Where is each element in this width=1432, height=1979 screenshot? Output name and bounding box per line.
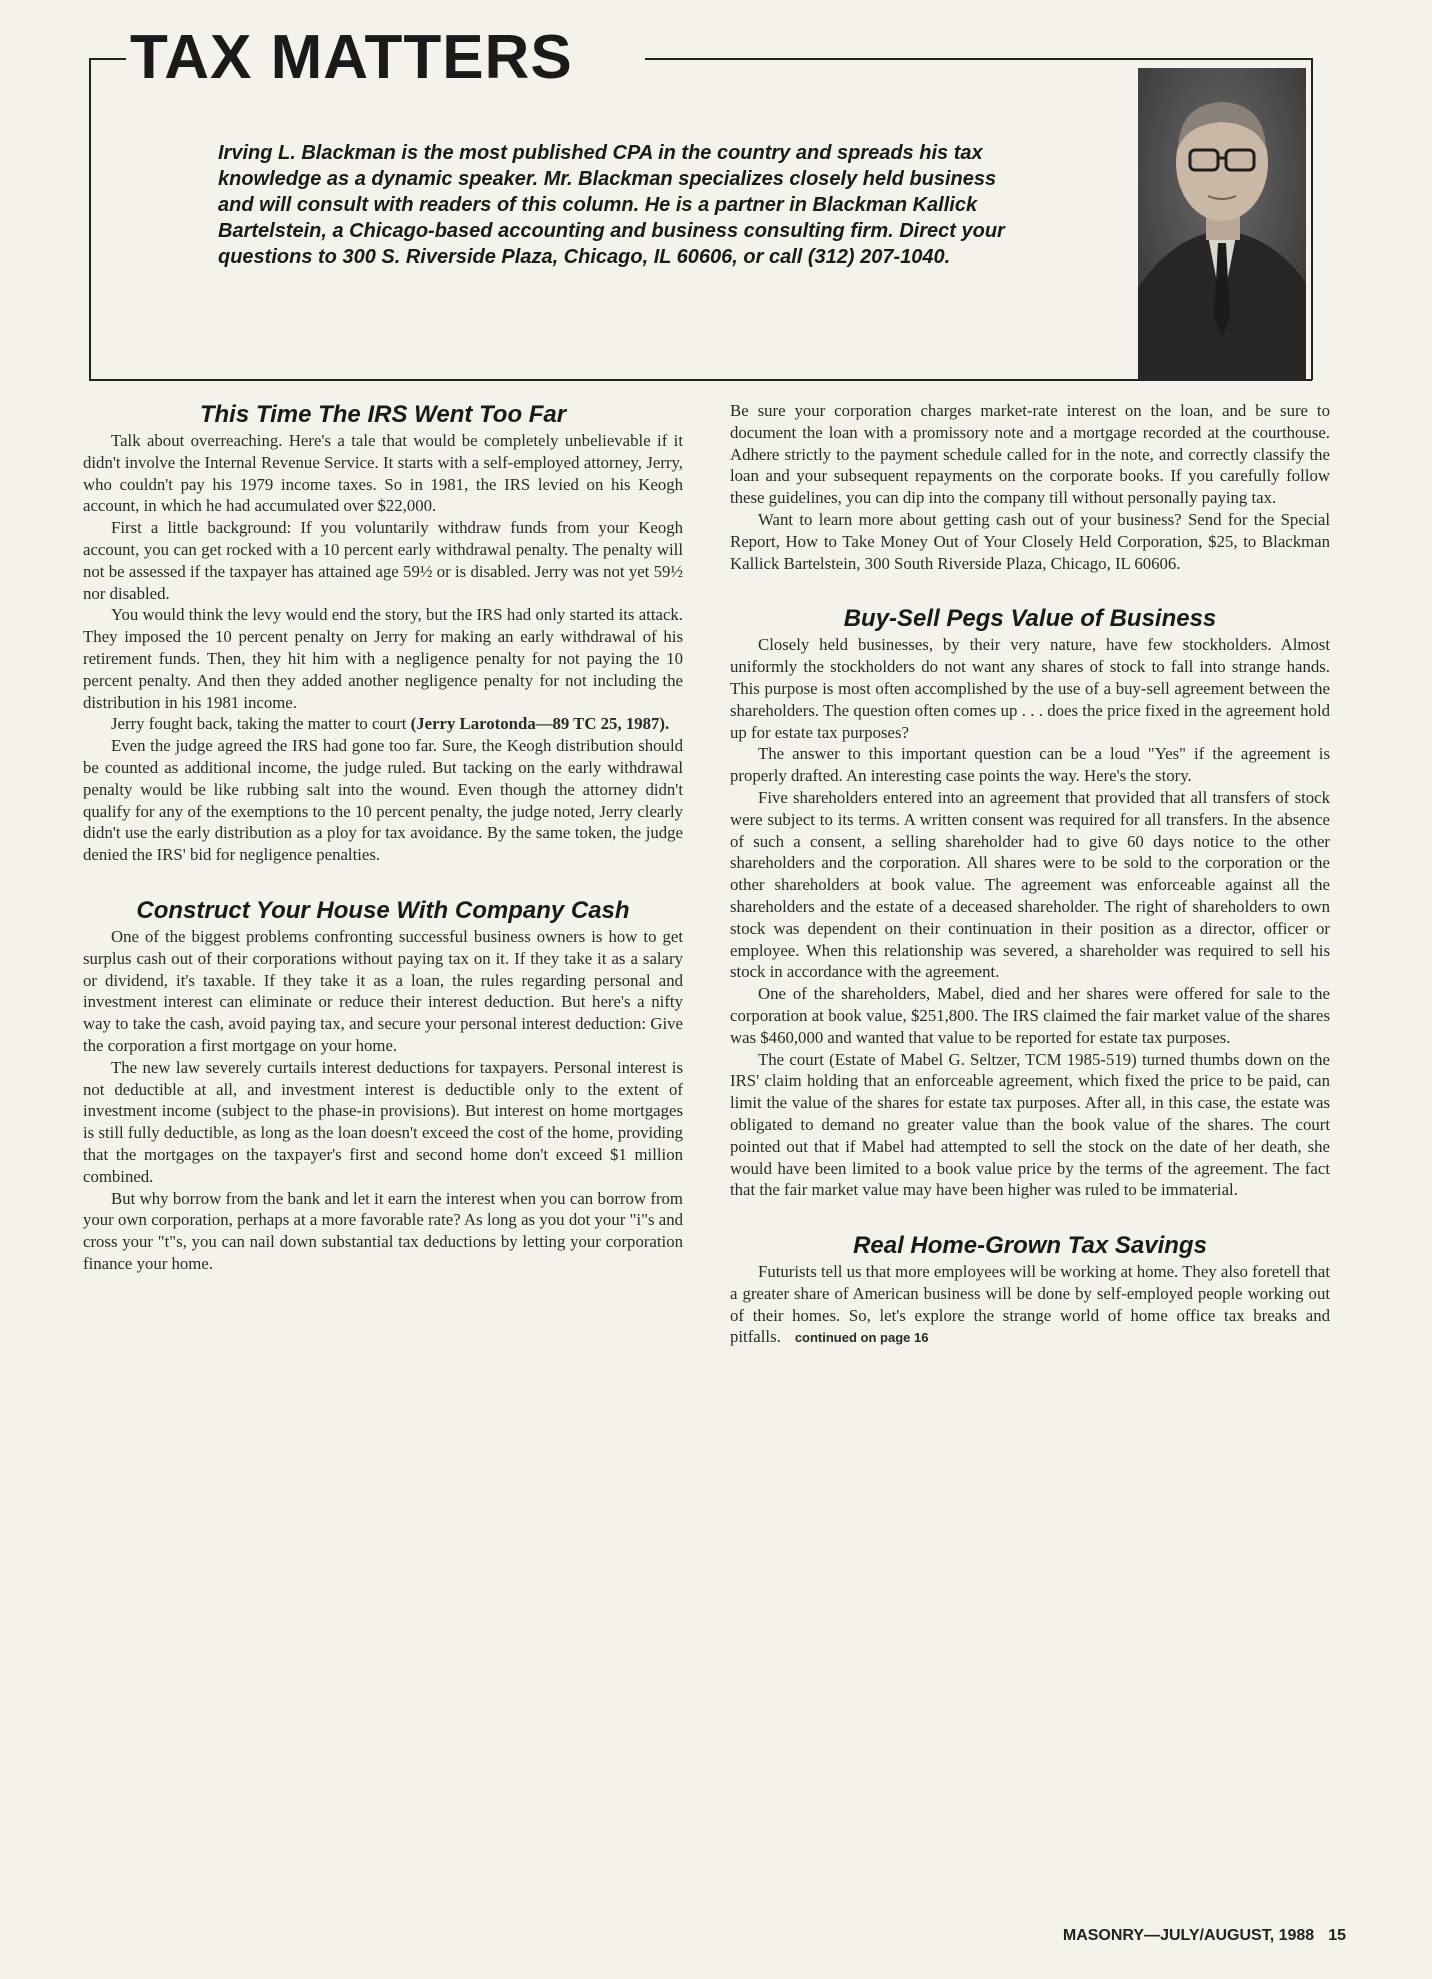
paragraph: Be sure your corporation charges market-rate interest on the loan, and be sure to document the loan with a promissory note and a mortgage recorded at the courthouse. Adhere strictly to the payment schedule called for in the note, and correctly classify the loan and your subsequent repayments on the corporate books. If you carefully follow these guidelines, you can dip into the company till without personally paying tax. [730, 401, 1330, 508]
paragraph: One of the biggest problems confronting successful business owners is how to get surplus cash out of their corporations without paying tax on it. If they take it as a salary or dividend, it's taxable. If they take it as a loan, the rules regarding personal and investment interest can eliminate or reduce their interest deduction. But here's a nifty way to take the cash, avoid paying tax, and secure your personal interest deduction: Give the corporation a first mortgage on your home. [83, 926, 683, 1055]
case-citation: (Jerry Larotonda—89 TC 25, 1987). [410, 714, 670, 734]
section-heading-irs: This Time The IRS Went Too Far [199, 401, 567, 428]
paragraph-text: Jerry fought back, taking the matter to court [111, 714, 411, 734]
paragraph-text: Futurists tell us that more employees will be working at home. They also foretell that a greater share of American business will be done by self-employed people working out of their homes. So, let's explore the strange world of home office tax breaks and pitfalls. [730, 1262, 1330, 1347]
paragraph: First a little background: If you voluntarily withdraw funds from your Keogh account, you can get rocked with a 10 percent early withdrawal penalty. The penalty will not be assessed if the taxpayer has attained age 59½ or is disabled. Jerry was not yet 59½ nor disabled. [83, 518, 683, 603]
paragraph [83, 713, 683, 735]
magazine-issue: MASONRY—JULY/AUGUST, 1988 [1062, 1927, 1315, 1944]
paragraph: Even the judge agreed the IRS had gone too far. Sure, the Keogh distribution should be counted as additional income, the judge ruled. But tacking on the early withdrawal penalty would be like rubbing salt into the wound. Even though the attorney didn't qualify for any of the exemptions to the 10 percent penalty, the judge noted, Jerry clearly didn't use the early distribution as a ploy for tax avoidance. By the same token, the judge denied the IRS' bid for negligence penalties. [83, 736, 683, 865]
paragraph [730, 1261, 1330, 1349]
author-photo [1138, 68, 1306, 380]
header-rule-right [645, 58, 1311, 60]
section-heading-buysell: Buy-Sell Pegs Value of Business [843, 605, 1217, 633]
paragraph: Talk about overreaching. Here's a tale that would be completely unbelievable if it didn't involve the Internal Revenue Service. It starts with a self-employed attorney, Jerry, who couldn't pay his 1979 income taxes. So in 1981, the IRS levied on his Keogh account, in which he had accumulated over $22,000. [83, 431, 683, 516]
paragraph: But why borrow from the bank and let it earn the interest when you can borrow from your own corporation, perhaps at a more favorable rate? As long as you dot your "i"s and cross your "t"s, you can nail down substantial tax deductions by letting your corporation finance your home. [83, 1188, 683, 1273]
author-portrait-image [1138, 68, 1306, 380]
paragraph: Closely held businesses, by their very nature, have few stockholders. Almost uniformly the stockholders do not want any shares of stock to fall into strange hands. This purpose is most often accomplished by the use of a buy-sell agreement between the shareholders. The question often comes up . . . does the price fixed in the agreement hold up for estate tax purposes? [730, 635, 1330, 742]
left-column [83, 400, 683, 1275]
paragraph: Five shareholders entered into an agreement that provided that all transfers of stock were subject to its terms. A written consent was required for all transfers. In the absence of such a consent, a selling shareholder had to give 60 days notice to the other shareholders and the corporation. All shares were to be sold to the corporation or the other shareholders at book value. The agreement was enforceable against all the shareholders and the estate of a deceased shareholder. The right of shareholders to own stock was dependent on their continuation in their position as a director, officer or employee. When this relationship was severed, a shareholder was required to sell his stock in accordance with the agreement. [730, 787, 1330, 982]
paragraph: The new law severely curtails interest deductions for taxpayers. Personal interest is not deductible at all, and investment interest is deductible only to the extent of investment income (subject to the phase-in provisions). But interest on home mortgages is still fully deductible, as long as the loan doesn't exceed the cost of the home, providing that the mortgages on the taxpayer's first and second home don't exceed $1 million combined. [83, 1057, 683, 1186]
section-heading-home: Real Home-Grown Tax Savings [853, 1232, 1207, 1260]
page-footer [1063, 1927, 1346, 1945]
continued-link[interactable]: continued on page 16 [794, 1330, 929, 1346]
header-rule-left [90, 58, 126, 60]
page-number: 15 [1328, 1927, 1346, 1944]
paragraph: The answer to this important question can be a loud "Yes" if the agreement is properly drafted. An interesting case points the way. Here's the story. [730, 744, 1330, 786]
header-box-right-border [1311, 58, 1313, 380]
column-title: TAX MATTERS [130, 23, 573, 92]
paragraph: The court (Estate of Mabel G. Seltzer, TCM 1985-519) turned thumbs down on the IRS' claim holding that an enforceable agreement, which fixed the price to be paid, can limit the value of the shares for estate tax purposes. After all, in this case, the estate was obligated to demand no greater value than the book value of the shares. The court pointed out that if Mabel had attempted to sell the stock on the date of her death, she would have been limited to a book value price by the terms of the agreement. The fact that the fair market value may have been higher was ruled to be immaterial. [730, 1049, 1330, 1200]
right-column [730, 400, 1330, 1349]
header-box-left-border [89, 58, 91, 380]
paragraph: Want to learn more about getting cash out of your business? Send for the Special Report, How to Take Money Out of Your Closely Held Corporation, $25, to Blackman Kallick Bartelstein, 300 South Riverside Plaza, Chicago, IL 60606. [730, 509, 1330, 573]
author-bio: Irving L. Blackman is the most published CPA in the country and spreads his tax knowledge as a dynamic speaker. Mr. Blackman specializes closely held business and will consult with readers of this column. He is a partner in Blackman Kallick Bartelstein, a Chicago-based accounting and business consulting firm. Direct your questions to 300 S. Riverside Plaza, Chicago, IL 60606, or call (312) 207-1040. [218, 142, 1005, 268]
section-heading-house: Construct Your House With Company Cash [136, 896, 630, 924]
paragraph: One of the shareholders, Mabel, died and her shares were offered for sale to the corporation at book value, $251,800. The IRS claimed the fair market value of the shares was $460,000 and wanted that value to be reported for estate tax purposes. [730, 984, 1330, 1047]
header-box-bottom-border [89, 379, 1312, 381]
paragraph: You would think the levy would end the story, but the IRS had only started its attack. They imposed the 10 percent penalty on Jerry for making an early withdrawal of his retirement funds. Then, they hit him with a negligence penalty for not paying the 10 percent penalty. And then they added another negligence penalty for not including the distribution in his 1981 income. [83, 605, 683, 712]
